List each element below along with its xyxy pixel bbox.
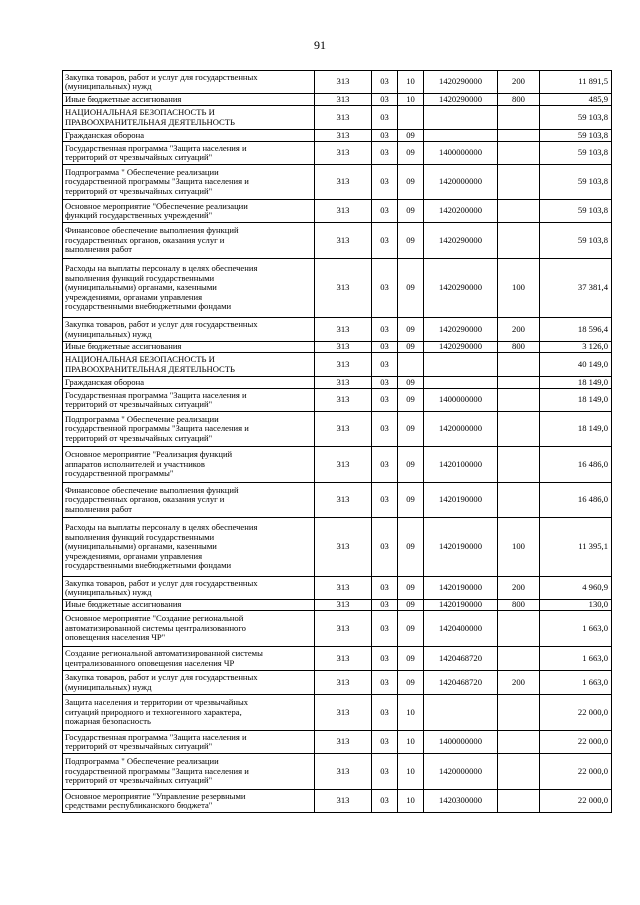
row-vr-cell [498, 353, 540, 377]
row-csr-cell: 1420100000 [424, 447, 498, 483]
row-ved-cell: 313 [315, 200, 372, 223]
row-sum-cell: 18 149,0 [540, 377, 612, 389]
row-ved-cell: 313 [315, 447, 372, 483]
row-ved-cell: 313 [315, 754, 372, 790]
row-ved-cell: 313 [315, 142, 372, 165]
row-ved-cell: 313 [315, 377, 372, 389]
row-ved-cell: 313 [315, 647, 372, 671]
row-rz-cell: 03 [372, 695, 398, 731]
row-pr-cell: 09 [398, 377, 424, 389]
row-csr-cell: 1420000000 [424, 754, 498, 790]
row-csr-cell: 1420290000 [424, 342, 498, 353]
row-vr-cell [498, 412, 540, 447]
table-row [63, 389, 612, 412]
table-row [63, 259, 612, 318]
row-ved-cell: 313 [315, 611, 372, 647]
row-pr-cell: 09 [398, 577, 424, 600]
row-csr-cell: 1420190000 [424, 577, 498, 600]
row-pr-cell: 10 [398, 94, 424, 106]
row-pr-cell: 10 [398, 695, 424, 731]
row-rz-cell: 03 [372, 165, 398, 200]
row-pr-cell: 09 [398, 259, 424, 318]
row-sum-cell: 59 103,8 [540, 130, 612, 142]
row-vr-cell [498, 165, 540, 200]
row-ved-cell: 313 [315, 671, 372, 695]
table-body [63, 71, 612, 813]
row-ved-cell: 313 [315, 353, 372, 377]
row-csr-cell: 1420468720 [424, 671, 498, 695]
row-csr-cell [424, 106, 498, 130]
row-vr-cell: 100 [498, 518, 540, 577]
row-pr-cell: 09 [398, 165, 424, 200]
row-vr-cell: 200 [498, 318, 540, 342]
row-vr-cell: 200 [498, 671, 540, 695]
row-name-cell: Подпрограмма " Обеспечение реализации государственной программы "Защита населения и территорий от чрезвычайных ситуаций" [63, 412, 315, 447]
row-ved-cell: 313 [315, 518, 372, 577]
row-csr-cell: 1420000000 [424, 412, 498, 447]
row-name-cell: Основное мероприятие "Управление резервными средствами республиканского бюджета" [63, 790, 315, 813]
row-name-cell: Закупка товаров, работ и услуг для государственных (муниципальных) нужд [63, 577, 315, 600]
table-row [63, 142, 612, 165]
row-name-cell: Иные бюджетные ассигнования [63, 342, 315, 353]
row-ved-cell: 313 [315, 130, 372, 142]
row-ved-cell: 313 [315, 577, 372, 600]
row-ved-cell: 313 [315, 318, 372, 342]
table-row [63, 412, 612, 447]
row-rz-cell: 03 [372, 71, 398, 94]
row-name-cell: Финансовое обеспечение выполнения функций государственных органов, оказания услуг и выполнения работ [63, 483, 315, 518]
table-row [63, 790, 612, 813]
row-sum-cell: 16 486,0 [540, 447, 612, 483]
row-rz-cell: 03 [372, 412, 398, 447]
table-row [63, 130, 612, 142]
row-vr-cell [498, 130, 540, 142]
row-vr-cell: 800 [498, 600, 540, 611]
row-rz-cell: 03 [372, 106, 398, 130]
row-sum-cell: 22 000,0 [540, 754, 612, 790]
row-pr-cell: 09 [398, 318, 424, 342]
table-row [63, 342, 612, 353]
row-sum-cell: 59 103,8 [540, 200, 612, 223]
row-sum-cell: 3 126,0 [540, 342, 612, 353]
row-name-cell: Закупка товаров, работ и услуг для государственных (муниципальных) нужд [63, 71, 315, 94]
table-row [63, 577, 612, 600]
row-vr-cell [498, 223, 540, 259]
row-name-cell: Государственная программа "Защита населения и территорий от чрезвычайных ситуаций" [63, 731, 315, 754]
table-row [63, 106, 612, 130]
row-rz-cell: 03 [372, 671, 398, 695]
row-vr-cell: 800 [498, 342, 540, 353]
budget-table [62, 70, 612, 813]
row-rz-cell: 03 [372, 377, 398, 389]
table-row [63, 754, 612, 790]
row-csr-cell [424, 353, 498, 377]
row-name-cell: Закупка товаров, работ и услуг для государственных (муниципальных) нужд [63, 671, 315, 695]
row-csr-cell [424, 377, 498, 389]
row-name-cell: Закупка товаров, работ и услуг для государственных (муниципальных) нужд [63, 318, 315, 342]
row-pr-cell: 10 [398, 71, 424, 94]
row-rz-cell: 03 [372, 142, 398, 165]
row-rz-cell: 03 [372, 731, 398, 754]
row-name-cell: Иные бюджетные ассигнования [63, 94, 315, 106]
row-vr-cell: 200 [498, 577, 540, 600]
table-row [63, 71, 612, 94]
row-sum-cell: 16 486,0 [540, 483, 612, 518]
row-sum-cell: 59 103,8 [540, 223, 612, 259]
row-rz-cell: 03 [372, 389, 398, 412]
row-ved-cell: 313 [315, 106, 372, 130]
row-csr-cell: 1400000000 [424, 389, 498, 412]
table-row [63, 94, 612, 106]
row-name-cell: Финансовое обеспечение выполнения функций государственных органов, оказания услуг и выполнения работ [63, 223, 315, 259]
row-name-cell: Государственная программа "Защита населения и территорий от чрезвычайных ситуаций" [63, 389, 315, 412]
row-rz-cell: 03 [372, 200, 398, 223]
row-name-cell: НАЦИОНАЛЬНАЯ БЕЗОПАСНОСТЬ И ПРАВООХРАНИТЕЛЬНАЯ ДЕЯТЕЛЬНОСТЬ [63, 353, 315, 377]
row-rz-cell: 03 [372, 518, 398, 577]
row-csr-cell: 1420000000 [424, 165, 498, 200]
row-vr-cell [498, 790, 540, 813]
row-vr-cell: 100 [498, 259, 540, 318]
row-ved-cell: 313 [315, 259, 372, 318]
row-pr-cell: 09 [398, 342, 424, 353]
row-sum-cell: 22 000,0 [540, 731, 612, 754]
row-pr-cell: 10 [398, 790, 424, 813]
row-rz-cell: 03 [372, 600, 398, 611]
row-sum-cell: 130,0 [540, 600, 612, 611]
row-ved-cell: 313 [315, 695, 372, 731]
row-name-cell: НАЦИОНАЛЬНАЯ БЕЗОПАСНОСТЬ И ПРАВООХРАНИТЕЛЬНАЯ ДЕЯТЕЛЬНОСТЬ [63, 106, 315, 130]
table-row [63, 200, 612, 223]
row-vr-cell: 200 [498, 71, 540, 94]
row-rz-cell: 03 [372, 342, 398, 353]
row-vr-cell [498, 754, 540, 790]
row-rz-cell: 03 [372, 223, 398, 259]
table-row [63, 600, 612, 611]
row-ved-cell: 313 [315, 223, 372, 259]
row-csr-cell: 1400000000 [424, 731, 498, 754]
table-row [63, 731, 612, 754]
row-sum-cell: 59 103,8 [540, 165, 612, 200]
table-row [63, 377, 612, 389]
table-row [63, 353, 612, 377]
row-rz-cell: 03 [372, 447, 398, 483]
table-row [63, 671, 612, 695]
row-csr-cell: 1420190000 [424, 483, 498, 518]
row-rz-cell: 03 [372, 577, 398, 600]
row-ved-cell: 313 [315, 94, 372, 106]
row-vr-cell [498, 447, 540, 483]
row-ved-cell: 313 [315, 790, 372, 813]
row-name-cell: Гражданская оборона [63, 130, 315, 142]
row-csr-cell: 1420290000 [424, 94, 498, 106]
row-ved-cell: 313 [315, 389, 372, 412]
row-sum-cell: 1 663,0 [540, 647, 612, 671]
row-sum-cell: 59 103,8 [540, 106, 612, 130]
row-pr-cell: 09 [398, 600, 424, 611]
page-number: 91 [314, 38, 326, 52]
row-csr-cell: 1420290000 [424, 223, 498, 259]
row-name-cell: Создание региональной автоматизированной системы централизованного оповещения населения ЧР [63, 647, 315, 671]
row-ved-cell: 313 [315, 342, 372, 353]
table-row [63, 647, 612, 671]
row-pr-cell [398, 106, 424, 130]
row-sum-cell: 22 000,0 [540, 790, 612, 813]
row-sum-cell: 22 000,0 [540, 695, 612, 731]
row-pr-cell [398, 353, 424, 377]
table-row [63, 165, 612, 200]
table-row [63, 483, 612, 518]
row-pr-cell: 10 [398, 731, 424, 754]
row-ved-cell: 313 [315, 71, 372, 94]
table-row [63, 223, 612, 259]
row-rz-cell: 03 [372, 94, 398, 106]
table-row [63, 447, 612, 483]
row-sum-cell: 11 891,5 [540, 71, 612, 94]
row-csr-cell: 1420200000 [424, 200, 498, 223]
row-rz-cell: 03 [372, 353, 398, 377]
row-sum-cell: 40 149,0 [540, 353, 612, 377]
row-csr-cell [424, 695, 498, 731]
row-rz-cell: 03 [372, 611, 398, 647]
row-csr-cell: 1420290000 [424, 318, 498, 342]
row-vr-cell: 800 [498, 94, 540, 106]
row-csr-cell: 1420290000 [424, 259, 498, 318]
row-sum-cell: 18 596,4 [540, 318, 612, 342]
row-sum-cell: 1 663,0 [540, 671, 612, 695]
row-ved-cell: 313 [315, 731, 372, 754]
row-name-cell: Защита населения и территории от чрезвычайных ситуаций природного и техногенного характера, пожарная безопасность [63, 695, 315, 731]
row-vr-cell [498, 483, 540, 518]
row-vr-cell [498, 200, 540, 223]
table-row [63, 518, 612, 577]
row-vr-cell [498, 142, 540, 165]
row-vr-cell [498, 377, 540, 389]
row-sum-cell: 59 103,8 [540, 142, 612, 165]
row-pr-cell: 09 [398, 200, 424, 223]
row-ved-cell: 313 [315, 165, 372, 200]
row-rz-cell: 03 [372, 483, 398, 518]
row-sum-cell: 485,9 [540, 94, 612, 106]
row-csr-cell: 1420300000 [424, 790, 498, 813]
row-sum-cell: 1 663,0 [540, 611, 612, 647]
row-name-cell: Подпрограмма " Обеспечение реализации государственной программы "Защита населения и территорий от чрезвычайных ситуаций" [63, 754, 315, 790]
row-ved-cell: 313 [315, 483, 372, 518]
row-rz-cell: 03 [372, 130, 398, 142]
table-row [63, 611, 612, 647]
row-pr-cell: 09 [398, 389, 424, 412]
row-ved-cell: 313 [315, 412, 372, 447]
row-sum-cell: 11 395,1 [540, 518, 612, 577]
row-csr-cell: 1420400000 [424, 611, 498, 647]
row-pr-cell: 09 [398, 611, 424, 647]
row-vr-cell [498, 611, 540, 647]
row-pr-cell: 09 [398, 447, 424, 483]
row-csr-cell: 1420468720 [424, 647, 498, 671]
row-rz-cell: 03 [372, 790, 398, 813]
row-name-cell: Подпрограмма " Обеспечение реализации государственной программы "Защита населения и территорий от чрезвычайных ситуаций" [63, 165, 315, 200]
row-name-cell: Расходы на выплаты персоналу в целях обеспечения выполнения функций государственными (муниципальными) органами, казенными учреждениями, органами управления государственными внебюджетными фондами [63, 259, 315, 318]
row-pr-cell: 09 [398, 412, 424, 447]
row-pr-cell: 09 [398, 142, 424, 165]
row-sum-cell: 18 149,0 [540, 389, 612, 412]
table-row [63, 318, 612, 342]
row-pr-cell: 09 [398, 518, 424, 577]
row-pr-cell: 09 [398, 130, 424, 142]
row-rz-cell: 03 [372, 647, 398, 671]
row-vr-cell [498, 731, 540, 754]
row-ved-cell: 313 [315, 600, 372, 611]
row-csr-cell: 1420290000 [424, 71, 498, 94]
row-name-cell: Основное мероприятие "Обеспечение реализации функций государственных учреждений" [63, 200, 315, 223]
row-sum-cell: 18 149,0 [540, 412, 612, 447]
row-pr-cell: 09 [398, 223, 424, 259]
row-name-cell: Расходы на выплаты персоналу в целях обеспечения выполнения функций государственными (муниципальными) органами, казенными учреждениями, органами управления государственными внебюджетными фондами [63, 518, 315, 577]
row-name-cell: Гражданская оборона [63, 377, 315, 389]
row-sum-cell: 37 381,4 [540, 259, 612, 318]
row-csr-cell: 1400000000 [424, 142, 498, 165]
row-vr-cell [498, 695, 540, 731]
row-pr-cell: 10 [398, 754, 424, 790]
row-csr-cell [424, 130, 498, 142]
row-name-cell: Иные бюджетные ассигнования [63, 600, 315, 611]
table-row [63, 695, 612, 731]
row-rz-cell: 03 [372, 259, 398, 318]
row-name-cell: Основное мероприятие "Реализация функций аппаратов исполнителей и участников государственной программы" [63, 447, 315, 483]
row-rz-cell: 03 [372, 318, 398, 342]
row-name-cell: Основное мероприятие "Создание региональной автоматизированной системы централизованного оповещения населения ЧР" [63, 611, 315, 647]
row-vr-cell [498, 647, 540, 671]
row-sum-cell: 4 960,9 [540, 577, 612, 600]
row-csr-cell: 1420190000 [424, 518, 498, 577]
row-vr-cell [498, 389, 540, 412]
row-pr-cell: 09 [398, 647, 424, 671]
row-vr-cell [498, 106, 540, 130]
row-pr-cell: 09 [398, 671, 424, 695]
row-pr-cell: 09 [398, 483, 424, 518]
row-rz-cell: 03 [372, 754, 398, 790]
row-name-cell: Государственная программа "Защита населения и территорий от чрезвычайных ситуаций" [63, 142, 315, 165]
row-csr-cell: 1420190000 [424, 600, 498, 611]
